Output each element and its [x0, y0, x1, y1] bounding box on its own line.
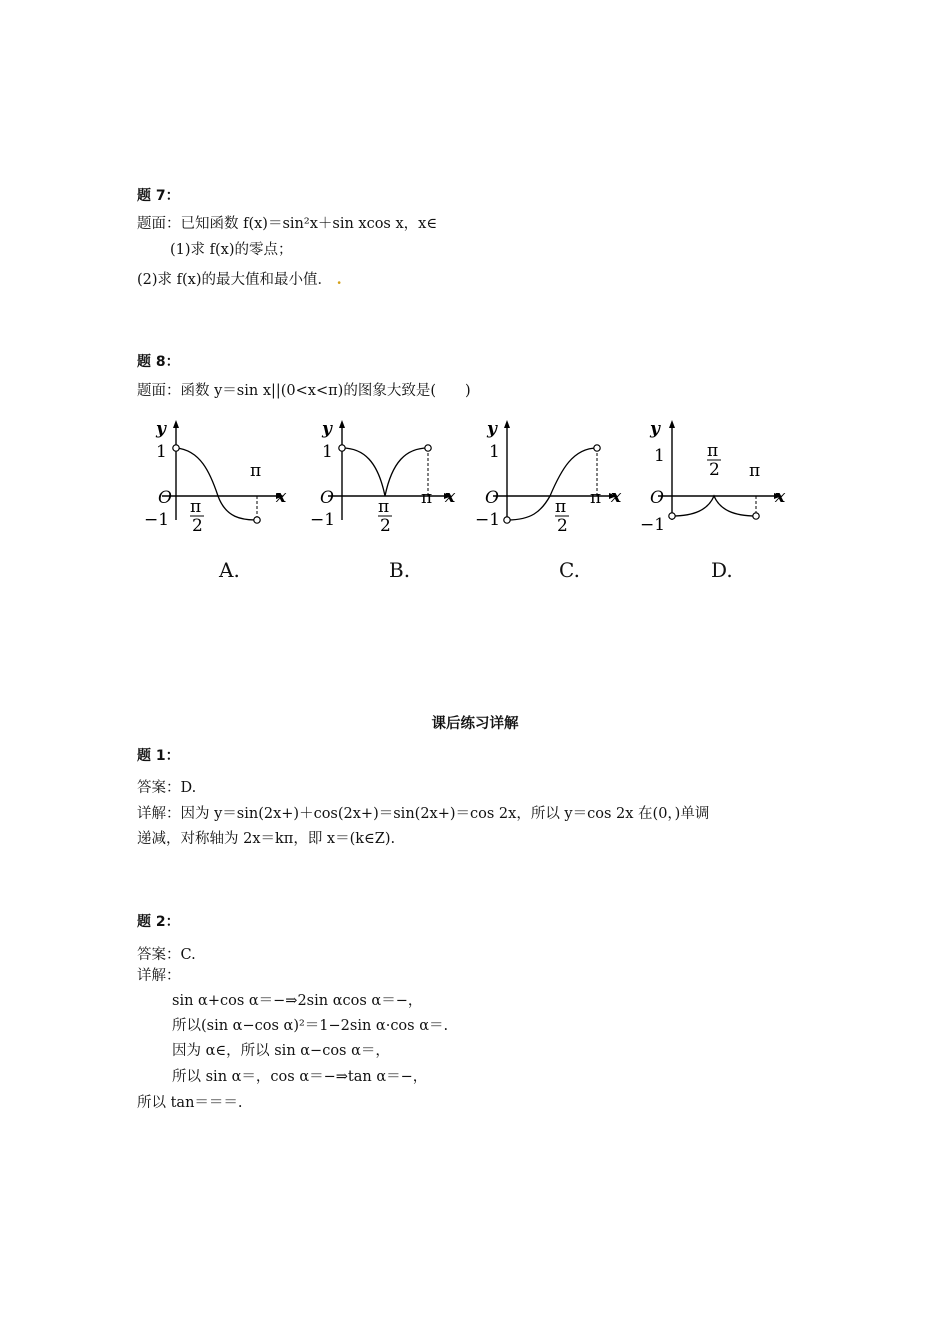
graph-a-origin-label: O: [158, 488, 172, 508]
a1-answer: 答案：D.: [137, 780, 197, 796]
q7-heading: 题 7：: [137, 188, 180, 204]
graph-option-d: [638, 412, 793, 532]
graph-c-y-label: y: [487, 419, 497, 439]
graph-b-origin-label: O: [320, 488, 334, 508]
graph-d-half-num: π: [707, 441, 719, 461]
graph-d-one-label: 1: [654, 446, 665, 466]
graph-b-pi-label: π: [421, 488, 433, 508]
q7-part1: (1)求 f(x)的零点；: [170, 242, 293, 258]
q8-heading: 题 8：: [137, 354, 180, 370]
a1-detail-line2: 递减，对称轴为 2x＝kπ，即 x＝(k∈Z).: [137, 831, 396, 847]
graph-c-half-num: π: [555, 497, 567, 517]
option-c-caption: C.: [559, 558, 580, 582]
q7-stem: 题面：已知函数 f(x)＝sin²x＋sin xcos x，x∈: [137, 216, 438, 232]
graph-a-x-label: x: [276, 487, 287, 507]
a2-answer: 答案：C.: [137, 947, 196, 963]
a2-heading: 题 2：: [137, 914, 180, 930]
graph-option-b: [308, 412, 463, 532]
graph-d-half-den: 2: [709, 460, 720, 480]
section-title: 课后练习详解: [431, 716, 519, 732]
a1-detail-line1: 详解：因为 y＝sin(2x+)＋cos(2x+)＝sin(2x+)＝cos 2x，所以 y＝cos 2x 在(0，)单调: [137, 806, 710, 822]
option-b-caption: B.: [389, 558, 411, 582]
graph-c-half-den: 2: [557, 516, 568, 532]
graph-b-x-label: x: [445, 487, 456, 507]
a2-conclusion: 所以 tan＝＝＝.: [137, 1095, 243, 1111]
graph-b-one-label: 1: [322, 442, 333, 462]
graph-a-neg-one-label: −1: [144, 510, 170, 530]
graph-b-neg-one-label: −1: [310, 510, 336, 530]
a2-step-4: 所以 sin α＝，cos α＝−⇒tan α＝−，: [172, 1069, 428, 1085]
graph-c-pi-label: π: [590, 488, 602, 508]
graph-a-one-label: 1: [156, 442, 167, 462]
q8-stem: 题面：函数 y＝sin x||(0<x<π)的图象大致是( ): [137, 383, 471, 399]
graph-d-origin-label: O: [650, 488, 664, 508]
a1-heading: 题 1：: [137, 748, 180, 764]
graph-option-a: [142, 412, 292, 532]
q7-part2: [137, 270, 342, 290]
graph-d-neg-one-label: −1: [640, 515, 666, 532]
graph-a-half-den: 2: [192, 516, 203, 532]
graph-option-c: [473, 412, 628, 532]
graph-c-neg-one-label: −1: [475, 510, 501, 530]
graph-c-origin-label: O: [485, 488, 499, 508]
graph-d-y-label: y: [650, 419, 660, 439]
option-a-caption: A.: [219, 558, 240, 582]
graph-a-half-num: π: [190, 497, 202, 517]
option-d-caption: D.: [711, 558, 733, 582]
a2-step-1: sin α+cos α＝−⇒2sin αcos α＝−，: [172, 993, 423, 1009]
graph-b-half-num: π: [378, 497, 390, 517]
graph-c-one-label: 1: [489, 442, 500, 462]
a2-detail-label: 详解：: [137, 968, 181, 984]
q7-part2-text: (2)求 f(x)的最大值和最小值．: [137, 272, 333, 288]
a2-step-2: 所以(sin α−cos α)²＝1−2sin α·cos α＝.: [172, 1018, 449, 1034]
graph-c-x-label: x: [611, 487, 622, 507]
graph-b-half-den: 2: [380, 516, 391, 532]
a2-step-3: 因为 α∈，所以 sin α−cos α＝，: [172, 1043, 390, 1059]
edit-mark-icon: .: [336, 271, 342, 288]
graph-b-y-label: y: [322, 419, 332, 439]
graph-d-pi-label: π: [749, 461, 761, 481]
graph-a-pi-label: π: [250, 461, 262, 481]
graph-a-y-label: y: [156, 419, 166, 439]
graph-d-x-label: x: [775, 487, 786, 507]
